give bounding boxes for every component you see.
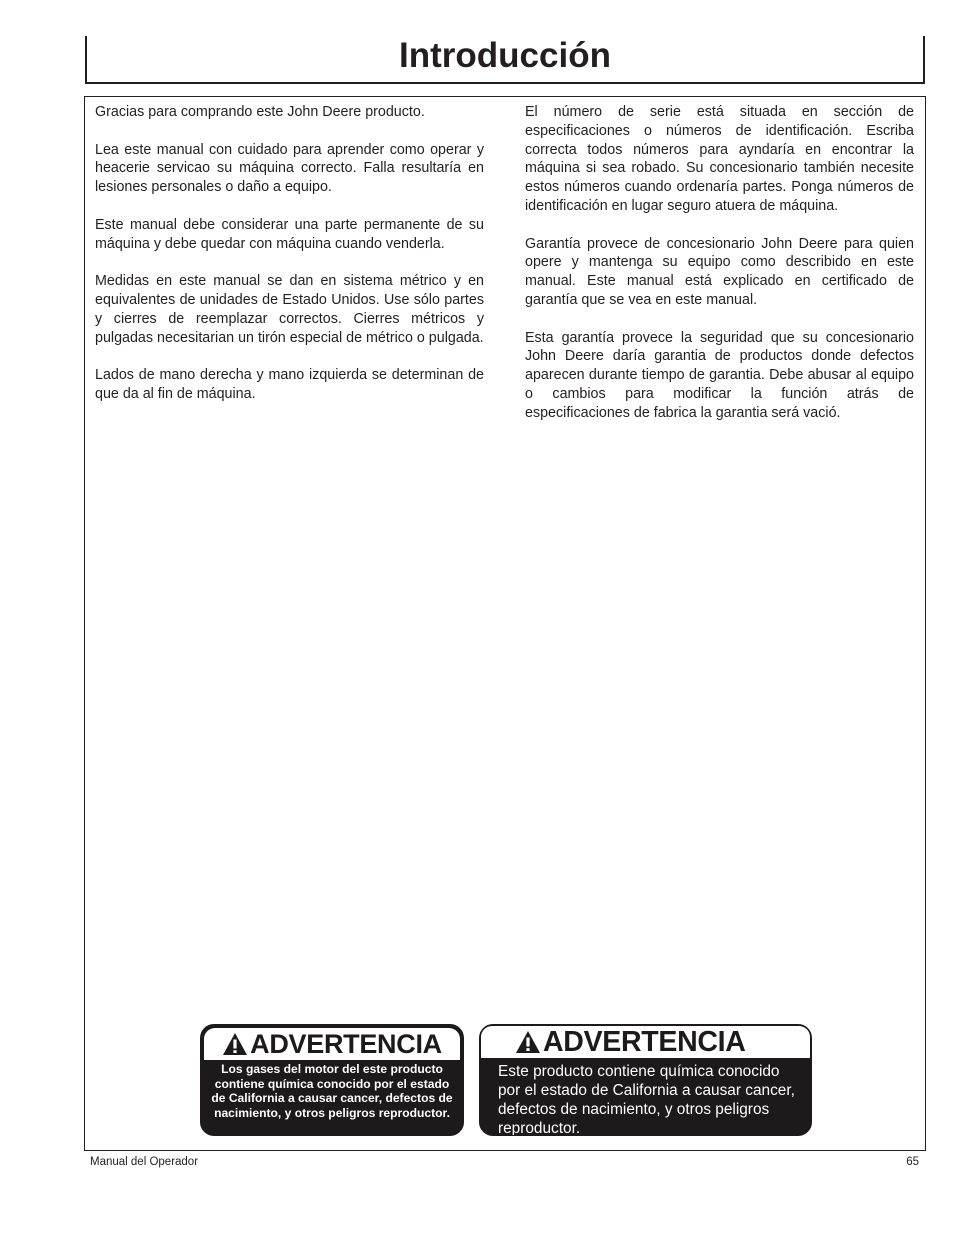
warning-triangle-icon [515,1030,541,1054]
paragraph: Gracias para comprando este John Deere producto. [95,104,425,120]
paragraph: Lea este manual con cuidado para aprender como operar y heacerie servicao su máquina correcto. Falla resultaría en lesiones personales o daño a equipo. [95,141,484,196]
paragraph: Esta garantía provece la seguridad que su concesionario John Deere daría garantia de productos donde defectos aparecen durante tiempo de garantia. Debe abusar al equipo o cambios para modificar la función atrás de especificaciones de fabrica la garantia será vació. [525,329,914,421]
warning-text: Los gases del motor del este producto contiene química conocido por el estado de California a causar cancer, defectos de nacimiento, y otros peligros reproductor. [211,1062,453,1120]
warning-header [204,1028,460,1060]
paragraph: Lados de mano derecha y mano izquierda se determinan de que da al fin de máquina. [95,367,484,402]
page-title: Introducción [399,36,611,75]
left-column [95,103,484,423]
paragraph: El número de serie está situada en sección de especificaciones o números de identificación. Escriba correcta todos números para ayndaría en encontrar la máquina si sea robado. Su concesionario también necesite estos números cuando ordenaría partes. Ponga números de identificación en lugar seguro atuera de máquina. [525,104,914,214]
paragraph: Garantía provece de concesionario John Deere para quien opere y mantenga su equipo como describido en este manual. Este manual está explicado en certificado de garantía que se vea en este manual. [525,235,914,308]
warning-heading: ADVERTENCIA [250,1029,442,1059]
footer-page-number: 65 [906,1156,919,1168]
title-box [85,36,925,84]
right-column [525,103,914,441]
paragraph: Este manual debe considerar una parte permanente de su máquina y debe quedar con máquina cuando venderla. [95,216,484,252]
warning-label-engine-exhaust [200,1024,464,1136]
footer-manual-title: Manual del Operador [90,1156,199,1168]
warning-triangle-icon [222,1032,248,1056]
warning-label-product [479,1024,812,1136]
paragraph: Medidas en este manual se dan en sistema métrico y en equivalentes de unidades de Estado Unidos. Use sólo partes y cierres de reemplazar correctos. Cierres métricos y pulgadas necesitarian un tirón especial de métrico o pulgada. [95,273,484,346]
warning-text: Este producto contiene química conocido por el estado de California a causar cancer, defectos de nacimiento, y otros peligros reproductor. [498,1063,795,1136]
warning-header [481,1026,810,1058]
content-box [84,96,926,1151]
warning-heading: ADVERTENCIA [543,1026,746,1058]
